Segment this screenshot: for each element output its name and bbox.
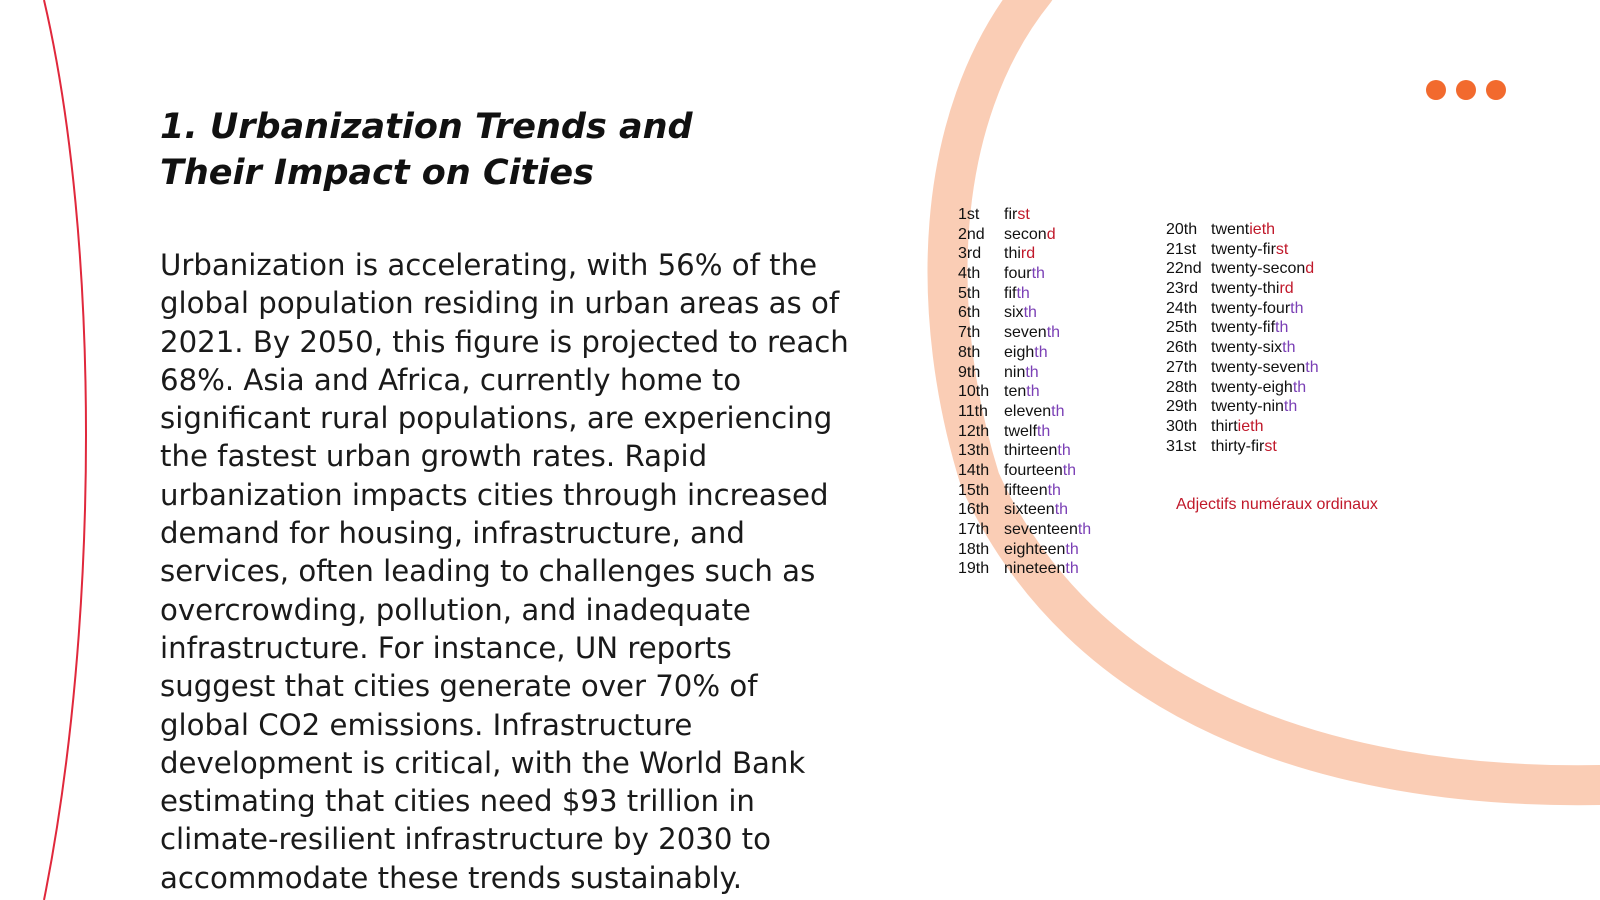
ordinal-word-stem: nineteen xyxy=(1004,560,1066,575)
ordinal-word-suffix: ieth xyxy=(1237,417,1264,435)
ordinals-column-2 xyxy=(1166,220,1319,456)
ordinal-row xyxy=(1166,299,1319,319)
ordinal-word-stem: fif xyxy=(1004,284,1017,302)
ordinal-row xyxy=(958,343,1091,363)
ordinal-word-suffix: th xyxy=(1051,402,1065,420)
ordinal-word-suffix: ieth xyxy=(1249,221,1276,238)
ordinal-row xyxy=(958,559,1091,575)
ordinal-word-suffix: st xyxy=(1275,240,1289,258)
ordinal-number: 11th xyxy=(958,402,988,420)
ordinal-row xyxy=(958,382,1091,402)
ordinal-word-suffix: th xyxy=(1292,378,1307,396)
ordinal-number: 12th xyxy=(958,422,990,440)
ordinal-word xyxy=(1211,437,1277,457)
ordinal-row xyxy=(1166,240,1319,260)
ordinal-number: 14th xyxy=(958,461,990,479)
ordinal-word xyxy=(1004,500,1068,520)
ordinal-number: 25th xyxy=(1166,319,1198,337)
ordinal-word-suffix: th xyxy=(1283,398,1298,416)
ordinal-word-stem: nin xyxy=(1004,363,1026,381)
ordinal-word-suffix: th xyxy=(1305,358,1319,376)
ordinal-word-stem: fourteen xyxy=(1004,461,1063,479)
ordinal-row xyxy=(1166,417,1319,437)
ordinal-word-stem: fifteen xyxy=(1004,481,1048,499)
ordinal-word-suffix: th xyxy=(1046,324,1061,342)
ordinal-word-stem: twenty-thi xyxy=(1211,280,1280,298)
ordinal-row xyxy=(1166,259,1319,279)
ordinal-number: 22nd xyxy=(1166,260,1202,278)
ordinal-word-stem: eigh xyxy=(1004,343,1035,361)
ordinal-word-stem: eighteen xyxy=(1004,540,1066,558)
ordinal-word-stem: twenty-seven xyxy=(1211,358,1306,376)
ordinal-word xyxy=(1004,343,1048,363)
ordinal-word xyxy=(1004,461,1076,481)
ordinal-word-suffix: th xyxy=(1047,481,1061,499)
ordinal-word xyxy=(1211,279,1294,299)
ordinal-word xyxy=(1211,240,1288,260)
ordinal-word-suffix: th xyxy=(1057,442,1071,460)
ordinal-word-stem: thirt xyxy=(1211,417,1238,435)
ordinal-number: 3rd xyxy=(958,245,982,263)
ordinal-word-suffix: d xyxy=(1305,260,1315,278)
ordinal-number: 2nd xyxy=(958,225,985,243)
ordinal-word xyxy=(1004,422,1050,442)
ordinal-word-stem: fir xyxy=(1004,206,1018,223)
ordinal-word xyxy=(1004,363,1039,383)
ordinal-row xyxy=(958,540,1091,560)
ordinal-word-stem: six xyxy=(1004,304,1024,322)
ordinal-number: 21st xyxy=(1166,240,1197,258)
ordinal-number: 30th xyxy=(1166,417,1198,435)
ordinal-word xyxy=(1211,338,1295,358)
ordinal-word-stem: thirteen xyxy=(1004,442,1058,460)
ordinals-image xyxy=(958,205,1418,575)
ordinal-number: 29th xyxy=(1166,398,1198,416)
ordinal-word-suffix: th xyxy=(1026,383,1040,401)
ordinal-row xyxy=(958,402,1091,422)
ordinal-row xyxy=(958,461,1091,481)
ordinals-caption: Adjectifs numéraux ordinaux xyxy=(1176,496,1378,513)
ordinal-word xyxy=(1211,299,1303,319)
ordinal-word-suffix: th xyxy=(1062,461,1077,479)
ordinal-row xyxy=(958,520,1091,540)
ordinal-word xyxy=(1004,402,1065,422)
ordinal-row xyxy=(1166,220,1319,240)
ordinal-word xyxy=(1004,559,1079,575)
ordinal-number: 23rd xyxy=(1166,280,1199,298)
ordinal-word-suffix: th xyxy=(1077,521,1092,538)
dot-3 xyxy=(1486,80,1506,100)
left-accent-line xyxy=(44,0,86,900)
ordinal-word xyxy=(1211,417,1263,437)
ordinal-number: 7th xyxy=(958,324,981,342)
ordinal-word-stem: seventeen xyxy=(1004,521,1078,538)
ordinal-word-stem: thi xyxy=(1004,245,1021,263)
ordinal-row xyxy=(1166,358,1319,378)
ordinal-row xyxy=(958,481,1091,501)
ordinal-number: 5th xyxy=(958,284,981,302)
dot-2 xyxy=(1456,80,1476,100)
ordinal-word-suffix: d xyxy=(1046,225,1056,243)
ordinal-word-stem: secon xyxy=(1004,225,1047,243)
ordinal-word-suffix: th xyxy=(1275,319,1289,337)
ordinal-number: 28th xyxy=(1166,378,1198,396)
ordinal-word-suffix: st xyxy=(1017,206,1030,223)
ordinal-word xyxy=(1211,318,1288,338)
ordinal-number: 15th xyxy=(958,481,990,499)
ordinal-word-suffix: th xyxy=(1025,363,1039,381)
ordinal-row xyxy=(958,303,1091,323)
ordinal-word-suffix: th xyxy=(1031,265,1045,283)
ordinal-word-stem: seven xyxy=(1004,324,1047,342)
ordinal-word xyxy=(1004,303,1037,323)
slide-title: 1. Urbanization Trends and Their Impact on Cities xyxy=(160,107,693,193)
ordinal-word-stem: four xyxy=(1004,265,1032,283)
ordinals-column-1 xyxy=(958,205,1091,575)
ordinal-word-stem: twenty-four xyxy=(1211,299,1291,317)
ordinal-word-suffix: th xyxy=(1016,284,1030,302)
ordinal-word-stem: twenty-nin xyxy=(1211,398,1284,416)
ordinal-number: 9th xyxy=(958,363,981,381)
ordinal-word-suffix: rd xyxy=(1279,280,1294,298)
ordinal-word-stem: twent xyxy=(1211,221,1250,238)
ordinal-word xyxy=(1004,441,1071,461)
ordinal-word-suffix: th xyxy=(1036,422,1051,440)
ordinal-number: 8th xyxy=(958,343,981,361)
ordinal-row xyxy=(1166,437,1319,457)
ordinal-number: 16th xyxy=(958,501,990,519)
ordinal-row xyxy=(1166,279,1319,299)
ordinal-word-stem: twenty-fif xyxy=(1211,319,1276,337)
ordinal-word-suffix: st xyxy=(1264,437,1277,455)
ordinal-word-suffix: th xyxy=(1023,304,1037,322)
ordinal-word xyxy=(1004,382,1040,402)
ordinal-word-stem: ten xyxy=(1004,383,1027,401)
ordinal-row xyxy=(958,225,1091,245)
menu-dots xyxy=(1426,80,1506,100)
ordinal-word-stem: twenty-six xyxy=(1211,339,1283,357)
ordinal-row xyxy=(958,264,1091,284)
ordinal-word xyxy=(1004,244,1035,264)
ordinal-row xyxy=(958,323,1091,343)
ordinal-word xyxy=(1004,225,1056,245)
ordinal-row xyxy=(958,284,1091,304)
ordinal-word-suffix: rd xyxy=(1020,245,1036,263)
ordinal-word-suffix: th xyxy=(1034,343,1048,361)
ordinal-number: 19th xyxy=(958,560,990,575)
ordinal-row xyxy=(958,363,1091,383)
ordinal-word-stem: twenty-eigh xyxy=(1211,378,1293,396)
ordinal-word-stem: twenty-fir xyxy=(1211,240,1276,258)
ordinal-word xyxy=(1211,259,1314,279)
ordinal-row xyxy=(958,244,1091,264)
ordinal-row xyxy=(958,205,1091,225)
ordinal-number: 6th xyxy=(958,304,981,322)
ordinal-word-stem: eleven xyxy=(1004,402,1052,420)
ordinal-number: 27th xyxy=(1166,358,1198,376)
ordinal-word xyxy=(1004,264,1045,284)
ordinal-number: 17th xyxy=(958,521,990,538)
ordinal-row xyxy=(1166,397,1319,417)
ordinal-word-suffix: th xyxy=(1065,560,1079,575)
ordinal-row xyxy=(958,422,1091,442)
ordinal-word-stem: twelf xyxy=(1004,422,1037,440)
ordinal-word xyxy=(1211,358,1319,378)
ordinal-word xyxy=(1004,520,1091,540)
ordinal-number: 10th xyxy=(958,383,990,401)
ordinal-word xyxy=(1004,284,1030,304)
dot-1 xyxy=(1426,80,1446,100)
ordinal-word-stem: thirty-fir xyxy=(1211,437,1265,455)
ordinal-word-suffix: th xyxy=(1282,339,1296,357)
ordinal-word-suffix: th xyxy=(1290,299,1304,317)
ordinal-row xyxy=(1166,378,1319,398)
ordinal-word xyxy=(1004,540,1079,560)
ordinal-word-suffix: th xyxy=(1065,540,1079,558)
ordinal-number: 20th xyxy=(1166,221,1198,238)
ordinal-number: 24th xyxy=(1166,299,1198,317)
ordinal-word xyxy=(1004,205,1030,225)
ordinal-word xyxy=(1004,323,1060,343)
ordinal-row xyxy=(958,500,1091,520)
ordinal-word-stem: sixteen xyxy=(1004,501,1055,519)
ordinal-word-suffix: th xyxy=(1054,501,1069,519)
ordinal-number: 1st xyxy=(958,206,980,223)
ordinal-word xyxy=(1211,220,1275,240)
ordinal-number: 4th xyxy=(958,265,981,283)
ordinal-word xyxy=(1211,397,1297,417)
ordinal-number: 18th xyxy=(958,540,990,558)
ordinal-word-stem: twenty-secon xyxy=(1211,260,1306,278)
ordinal-number: 26th xyxy=(1166,339,1198,357)
ordinal-number: 31st xyxy=(1166,437,1197,455)
ordinal-number: 13th xyxy=(958,442,990,460)
ordinal-word xyxy=(1004,481,1061,501)
ordinal-row xyxy=(958,441,1091,461)
ordinal-row xyxy=(1166,318,1319,338)
slide-body-text: Urbanization is accelerating, with 56% of the global population residing in urban areas as of 2021. By 2050, this figure is projected to reach 68%. Asia and Africa, currently home to significant rural populations, are experiencing the fastest urban growth rates. Rapid urbanization impacts cities through increased demand for housing, infrastructure, and services, often leading to challenges such as overcrowding, pollution, and inadequate infrastructure. For instance, UN reports suggest that cities generate over 70% of global CO2 emissions. Infrastructure development is critical, with the World Bank estimating that cities need $93 trillion in climate-resilient infrastructure by 2030 to accommodate these trends sustainably. xyxy=(160,248,849,895)
ordinal-word xyxy=(1211,378,1306,398)
ordinal-row xyxy=(1166,338,1319,358)
